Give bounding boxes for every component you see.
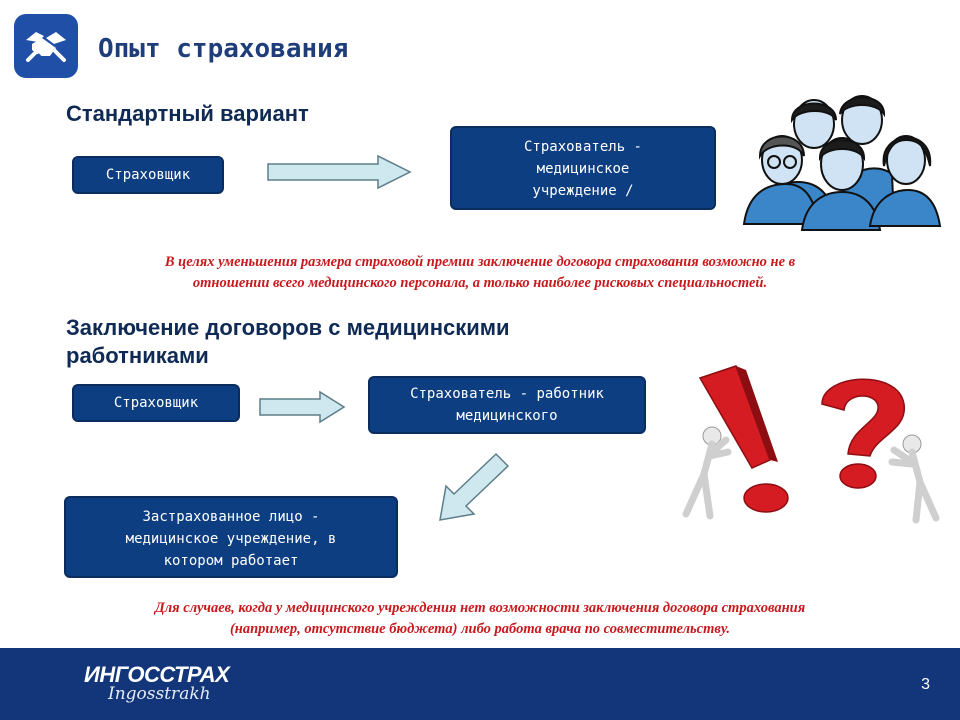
- question-figure-icon: [822, 379, 936, 520]
- policyholder-line: Страхователь - работник: [410, 386, 604, 402]
- page-number: 3: [921, 676, 930, 693]
- arrow-down-left-icon: [436, 452, 512, 524]
- heading-line: Заключение договоров с медицинскими: [66, 315, 510, 340]
- policyholder-box-contracts: [368, 376, 646, 434]
- note-line: (например, отсутствие бюджета) либо работа врача по совместительству.: [229, 621, 731, 637]
- insured-box-contracts: [64, 496, 398, 591]
- insurer-box-standard: [72, 156, 224, 194]
- brand-logo-text: ИНГОССТРАХ: [84, 662, 230, 687]
- company-logo: [14, 14, 78, 78]
- insured-line: Застрахованное лицо -: [142, 509, 320, 525]
- insured-line: ...: [218, 575, 244, 591]
- insurer-label: Страховщик: [105, 167, 191, 183]
- note-line: В целях уменьшения размера страховой премии заключение договора страхования возможно не в: [164, 254, 796, 270]
- brand-logo-script: Ingosstrakh: [108, 684, 211, 704]
- insured-line: котором работает: [163, 553, 299, 569]
- policyholder-line: Страхователь -: [523, 139, 642, 155]
- note-line: отношении всего медицинского персонала, а только наиболее рисковых специальностей.: [192, 275, 768, 291]
- note-contracts: [30, 598, 930, 640]
- heading-line: работниками: [66, 343, 209, 368]
- people-group-icon: [744, 90, 940, 230]
- footer-bar: [0, 648, 960, 720]
- slide-title: Опыт страхования: [98, 34, 349, 64]
- insured-line: медицинское учреждение, в: [125, 531, 337, 547]
- note-standard: [40, 252, 920, 294]
- note-line: Для случаев, когда у медицинского учреждения нет возможности заключения договора страхования: [154, 600, 806, 616]
- arrow-right-icon: [258, 390, 348, 424]
- exclamation-question-illustration: [666, 364, 950, 526]
- section-heading-contracts: [66, 314, 510, 370]
- policyholder-box-standard: [450, 126, 716, 221]
- arrow-right-icon: [266, 154, 414, 190]
- policyholder-line: медицинское: [536, 161, 630, 177]
- insurer-box-contracts: [72, 384, 240, 422]
- insurer-label: Страховщик: [113, 395, 199, 411]
- handshake-icon: [20, 20, 72, 72]
- policyholder-line: медицинского: [456, 408, 558, 424]
- section-heading-standard: Стандартный вариант: [66, 101, 309, 126]
- policyholder-line: учреждение /: [532, 183, 634, 199]
- policyholder-line: ...: [570, 205, 596, 221]
- exclamation-figure-icon: [686, 366, 788, 516]
